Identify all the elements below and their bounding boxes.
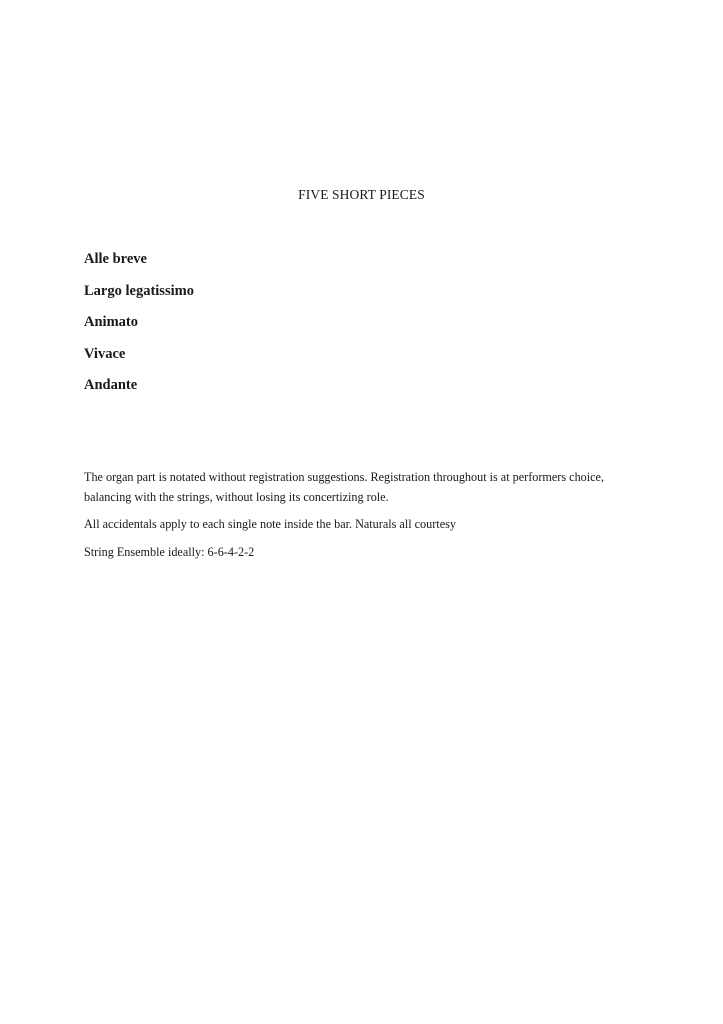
page-title: FIVE SHORT PIECES [298,187,425,202]
movement-title-4: Vivace [84,345,126,362]
accidentals-note: All accidentals apply to each single note inside the bar. Naturals all courtesy [84,517,456,531]
movement-title-3: Animato [84,314,138,330]
organ-registration-note: The organ part is notated without registration suggestions. Registration throughout is at performers choice, balancing with the strings, without losing its concertizing role. [84,470,605,504]
movement-title-5: Andante [84,377,138,393]
movement-title-2: Largo legatissimo [84,282,194,299]
movement-list [84,249,194,407]
string-ensemble-note: String Ensemble ideally: 6-6-4-2-2 [84,544,255,559]
movement-title-1: Alle breve [84,251,147,267]
performance-notes [84,468,644,570]
